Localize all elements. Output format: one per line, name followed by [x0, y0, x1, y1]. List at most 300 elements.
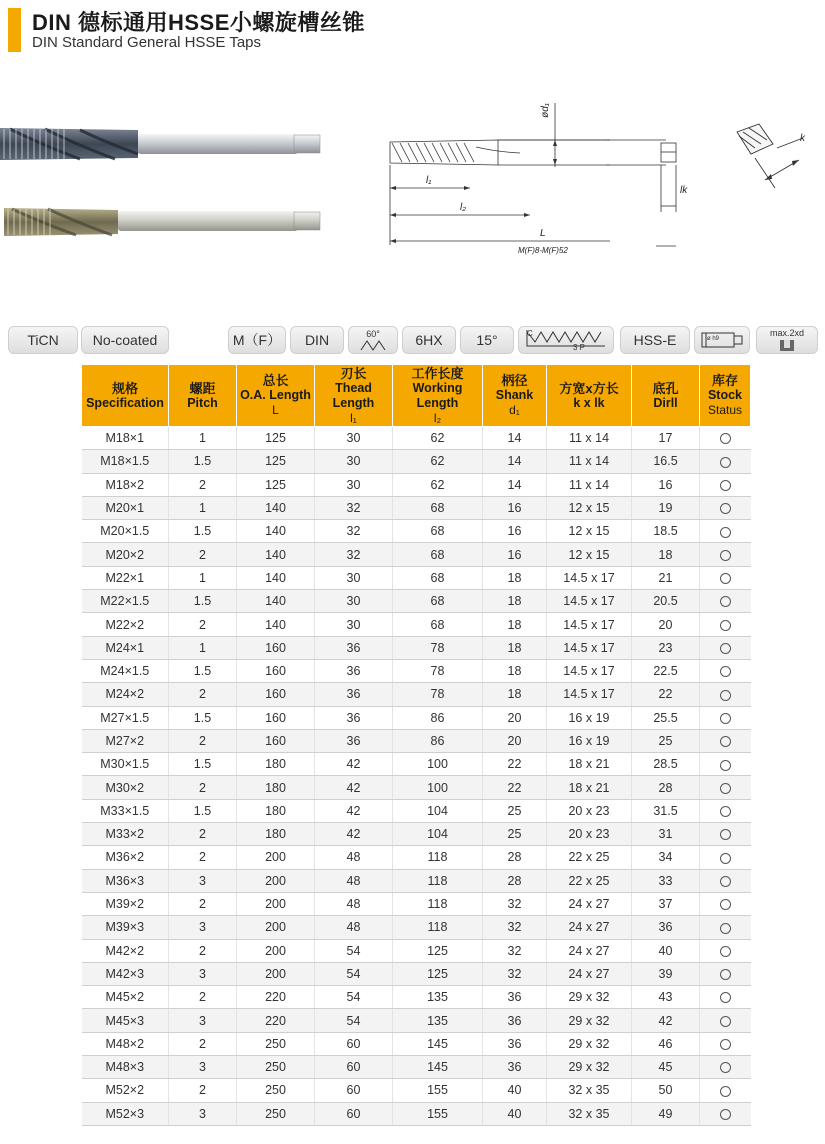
table-cell: 22.5 — [632, 659, 700, 682]
material-badge — [620, 326, 690, 354]
table-cell: 54 — [315, 939, 393, 962]
table-row — [82, 1009, 751, 1032]
table-cell: 20 x 23 — [547, 823, 632, 846]
table-cell: 2 — [169, 823, 237, 846]
column-header-cn: 总长 — [262, 373, 289, 388]
table-cell: M45×3 — [82, 1009, 169, 1032]
table-cell: 200 — [237, 846, 315, 869]
column-header-en: Thead Length — [332, 380, 375, 410]
shank-end-drawing — [606, 100, 716, 260]
table-cell: 40 — [483, 1102, 547, 1125]
table-cell: 68 — [393, 566, 483, 589]
table-cell: 30 — [315, 427, 393, 450]
table-cell: 1 — [169, 566, 237, 589]
table-cell: 40 — [483, 1079, 547, 1102]
table-cell: 12 x 15 — [547, 496, 632, 519]
table-cell: 32 x 35 — [547, 1079, 632, 1102]
table-cell: 68 — [393, 613, 483, 636]
stock-status-circle-icon — [720, 666, 731, 677]
table-cell: 31.5 — [632, 799, 700, 822]
stock-status-circle-icon — [720, 946, 731, 957]
table-row — [82, 566, 751, 589]
stock-status-cell — [700, 729, 751, 752]
table-cell: 18 — [632, 543, 700, 566]
table-cell: 22 x 25 — [547, 846, 632, 869]
page-subtitle: DIN Standard General HSSE Taps — [32, 34, 262, 51]
table-cell: 40 — [632, 939, 700, 962]
table-row — [82, 869, 751, 892]
table-cell: 140 — [237, 613, 315, 636]
table-cell: 2 — [169, 729, 237, 752]
table-cell: 12 x 15 — [547, 543, 632, 566]
table-cell: 60 — [315, 1102, 393, 1125]
stock-status-cell — [700, 986, 751, 1009]
column-header — [632, 365, 700, 427]
table-cell: 125 — [393, 939, 483, 962]
table-cell: 48 — [315, 916, 393, 939]
table-header-row — [82, 365, 751, 427]
column-header-en: O.A. Length — [240, 388, 311, 402]
table-cell: M33×2 — [82, 823, 169, 846]
table-cell: M33×1.5 — [82, 799, 169, 822]
table-cell: M20×2 — [82, 543, 169, 566]
table-cell: M39×3 — [82, 916, 169, 939]
table-row — [82, 962, 751, 985]
table-cell: 250 — [237, 1032, 315, 1055]
table-cell: M20×1.5 — [82, 520, 169, 543]
table-cell: 36 — [315, 729, 393, 752]
table-cell: 250 — [237, 1102, 315, 1125]
table-cell: 32 — [483, 962, 547, 985]
table-row — [82, 659, 751, 682]
stock-status-circle-icon — [720, 620, 731, 631]
stock-status-circle-icon — [720, 573, 731, 584]
table-row — [82, 799, 751, 822]
shank-tolerance-badge — [694, 326, 750, 354]
table-cell: 25 — [632, 729, 700, 752]
table-cell: 200 — [237, 962, 315, 985]
stock-status-circle-icon — [720, 853, 731, 864]
column-header-cn: 柄径 — [501, 373, 528, 388]
table-cell: 1.5 — [169, 753, 237, 776]
table-cell: 48 — [315, 869, 393, 892]
table-cell: 3 — [169, 1056, 237, 1079]
table-cell: 14 — [483, 450, 547, 473]
table-cell: 2 — [169, 986, 237, 1009]
table-cell: M36×2 — [82, 846, 169, 869]
table-cell: 18 — [483, 566, 547, 589]
stock-status-cell — [700, 520, 751, 543]
table-cell: 3 — [169, 1009, 237, 1032]
table-cell: 155 — [393, 1102, 483, 1125]
table-cell: 30 — [315, 473, 393, 496]
label-d1: ød₁ — [539, 103, 551, 118]
table-cell: 22 — [632, 683, 700, 706]
spec-badge-row — [8, 320, 818, 358]
stock-status-cell — [700, 1079, 751, 1102]
table-row — [82, 543, 751, 566]
stock-status-circle-icon — [720, 690, 731, 701]
table-cell: 30 — [315, 613, 393, 636]
table-cell: 25 — [483, 823, 547, 846]
tolerance-badge — [402, 326, 456, 354]
table-cell: 3 — [169, 869, 237, 892]
column-header-cn: 方宽x方长 — [559, 380, 619, 396]
table-cell: 60 — [315, 1056, 393, 1079]
table-row — [82, 916, 751, 939]
table-cell: 32 — [483, 916, 547, 939]
table-cell: M42×3 — [82, 962, 169, 985]
table-cell: 25.5 — [632, 706, 700, 729]
table-cell: M30×1.5 — [82, 753, 169, 776]
column-header-en: Dirll — [653, 395, 678, 410]
table-cell: 200 — [237, 916, 315, 939]
table-cell: 100 — [393, 776, 483, 799]
table-cell: 36 — [483, 1056, 547, 1079]
table-cell: 28 — [483, 869, 547, 892]
label-l1: l₁ — [426, 175, 432, 186]
tolerance-label: 6HX — [415, 332, 443, 348]
table-cell: 16 — [483, 496, 547, 519]
stock-status-circle-icon — [720, 923, 731, 934]
table-row — [82, 939, 751, 962]
chamfer-badge — [518, 326, 614, 354]
stock-status-cell — [700, 613, 751, 636]
table-cell: 17 — [632, 427, 700, 450]
table-cell: 36 — [483, 986, 547, 1009]
table-cell: 32 — [483, 939, 547, 962]
table-cell: 78 — [393, 683, 483, 706]
table-cell: 2 — [169, 939, 237, 962]
stock-status-circle-icon — [720, 527, 731, 538]
stock-status-cell — [700, 753, 751, 776]
table-cell: 24 x 27 — [547, 916, 632, 939]
thread-angle-icon — [360, 339, 386, 351]
table-cell: 20 — [483, 729, 547, 752]
thread-angle-badge — [348, 326, 398, 354]
table-cell: M18×2 — [82, 473, 169, 496]
table-cell: 1.5 — [169, 659, 237, 682]
table-cell: 1.5 — [169, 520, 237, 543]
table-cell: 2 — [169, 776, 237, 799]
dimension-drawing-svg — [380, 95, 610, 260]
table-cell: 220 — [237, 986, 315, 1009]
table-cell: 62 — [393, 450, 483, 473]
table-cell: 30 — [315, 566, 393, 589]
table-cell: 36 — [315, 683, 393, 706]
table-cell: 200 — [237, 892, 315, 915]
table-cell: 155 — [393, 1079, 483, 1102]
table-cell: 21 — [632, 566, 700, 589]
table-row — [82, 520, 751, 543]
stock-status-cell — [700, 590, 751, 613]
table-row — [82, 1079, 751, 1102]
table-cell: 36 — [315, 659, 393, 682]
column-header-cn: 底孔 — [652, 380, 679, 396]
table-cell: 24 x 27 — [547, 892, 632, 915]
table-cell: 68 — [393, 543, 483, 566]
column-header-symbol: d₁ — [509, 403, 520, 417]
column-header-cn: 螺距 — [189, 380, 216, 396]
table-cell: 20 — [483, 706, 547, 729]
table-cell: M20×1 — [82, 496, 169, 519]
table-cell: 14.5 x 17 — [547, 659, 632, 682]
table-row — [82, 986, 751, 1009]
table-cell: 54 — [315, 962, 393, 985]
table-cell: 100 — [393, 753, 483, 776]
column-header — [237, 365, 315, 427]
table-row — [82, 683, 751, 706]
max-depth-label: max.2xd — [769, 328, 804, 338]
stock-status-cell — [700, 659, 751, 682]
svg-text:C: C — [527, 329, 533, 338]
table-cell: 140 — [237, 590, 315, 613]
standard-label: DIN — [304, 332, 330, 348]
column-header-en: Specification — [86, 395, 164, 410]
coating-label: TiCN — [27, 332, 59, 348]
stock-status-cell — [700, 1102, 751, 1125]
table-row — [82, 427, 751, 450]
table-cell: 16 x 19 — [547, 729, 632, 752]
title-accent-bar — [8, 8, 21, 52]
table-cell: 20 — [632, 613, 700, 636]
column-header — [169, 365, 237, 427]
table-cell: 180 — [237, 776, 315, 799]
label-lk: lk — [680, 185, 688, 196]
table-cell: M27×2 — [82, 729, 169, 752]
label-L: L — [540, 228, 546, 239]
table-cell: 36 — [483, 1032, 547, 1055]
table-cell: 125 — [237, 473, 315, 496]
table-cell: 14.5 x 17 — [547, 613, 632, 636]
table-cell: 39 — [632, 962, 700, 985]
table-cell: 62 — [393, 427, 483, 450]
table-cell: 36 — [483, 1009, 547, 1032]
stock-status-cell — [700, 1032, 751, 1055]
chamfer-icon — [523, 328, 609, 352]
table-cell: 36 — [632, 916, 700, 939]
table-cell: 1 — [169, 496, 237, 519]
table-cell: 2 — [169, 1079, 237, 1102]
table-cell: 32 — [483, 892, 547, 915]
table-cell: 18 — [483, 683, 547, 706]
column-header-cn: 刃长 — [340, 365, 367, 381]
stock-status-cell — [700, 1009, 751, 1032]
table-cell: 50 — [632, 1079, 700, 1102]
table-cell: 25 — [483, 799, 547, 822]
stock-status-cell — [700, 636, 751, 659]
lower-tap-image — [4, 208, 320, 236]
table-cell: 125 — [237, 427, 315, 450]
table-cell: 18 — [483, 613, 547, 636]
table-cell: 140 — [237, 543, 315, 566]
table-cell: 2 — [169, 1032, 237, 1055]
table-cell: 16.5 — [632, 450, 700, 473]
table-cell: 14.5 x 17 — [547, 683, 632, 706]
upper-tap-image — [0, 128, 320, 160]
table-cell: 220 — [237, 1009, 315, 1032]
stock-status-cell — [700, 450, 751, 473]
stock-status-cell — [700, 776, 751, 799]
table-cell: 45 — [632, 1056, 700, 1079]
table-row — [82, 496, 751, 519]
table-cell: 60 — [315, 1032, 393, 1055]
table-cell: 11 x 14 — [547, 450, 632, 473]
table-cell: 68 — [393, 520, 483, 543]
table-cell: 118 — [393, 916, 483, 939]
stock-status-cell — [700, 892, 751, 915]
table-cell: 24 x 27 — [547, 962, 632, 985]
table-cell: 2 — [169, 543, 237, 566]
table-cell: 16 x 19 — [547, 706, 632, 729]
table-cell: 28 — [632, 776, 700, 799]
table-cell: 22 x 25 — [547, 869, 632, 892]
table-cell: 20.5 — [632, 590, 700, 613]
column-header-cn: 工作长度 — [411, 365, 464, 381]
table-cell: 104 — [393, 799, 483, 822]
surface-badge — [81, 326, 169, 354]
stock-status-cell — [700, 939, 751, 962]
stock-status-circle-icon — [720, 992, 731, 1003]
helix-angle-badge — [460, 326, 514, 354]
column-header-en: Shank — [495, 388, 534, 402]
table-cell: 24 x 27 — [547, 939, 632, 962]
stock-status-circle-icon — [720, 1016, 731, 1027]
table-cell: 28.5 — [632, 753, 700, 776]
table-cell: 60 — [315, 1079, 393, 1102]
table-cell: 14.5 x 17 — [547, 590, 632, 613]
square-end-view-drawing — [725, 118, 815, 198]
table-cell: 2 — [169, 683, 237, 706]
table-cell: 145 — [393, 1056, 483, 1079]
table-cell: 1 — [169, 636, 237, 659]
column-header-cn: 规格 — [111, 380, 138, 396]
table-cell: 33 — [632, 869, 700, 892]
table-cell: 3 — [169, 962, 237, 985]
stock-status-cell — [700, 543, 751, 566]
table-cell: 200 — [237, 869, 315, 892]
table-cell: 54 — [315, 1009, 393, 1032]
surface-label: No-coated — [92, 332, 158, 348]
stock-status-circle-icon — [720, 643, 731, 654]
table-cell: 16 — [483, 543, 547, 566]
table-cell: 34 — [632, 846, 700, 869]
table-cell: 22 — [483, 776, 547, 799]
table-cell: 29 x 32 — [547, 1056, 632, 1079]
stock-status-circle-icon — [720, 783, 731, 794]
column-header — [82, 365, 169, 427]
table-row — [82, 473, 751, 496]
table-cell: 23 — [632, 636, 700, 659]
table-cell: 118 — [393, 869, 483, 892]
stock-status-cell — [700, 799, 751, 822]
stock-status-circle-icon — [720, 829, 731, 840]
table-row — [82, 1032, 751, 1055]
table-cell: 14 — [483, 427, 547, 450]
shank-tolerance-label: ø h9 — [707, 336, 720, 342]
tap-dimension-drawing — [380, 95, 610, 260]
table-cell: 18 x 21 — [547, 753, 632, 776]
column-header-symbol: l₂ — [433, 410, 442, 425]
stock-status-cell — [700, 916, 751, 939]
column-header-symbol: L — [272, 403, 279, 417]
table-row — [82, 729, 751, 752]
stock-status-cell — [700, 473, 751, 496]
table-cell: M22×2 — [82, 613, 169, 636]
stock-status-circle-icon — [720, 550, 731, 561]
table-cell: 22 — [483, 753, 547, 776]
thread-type-label: M（F） — [232, 332, 282, 348]
table-cell: 145 — [393, 1032, 483, 1055]
table-cell: 104 — [393, 823, 483, 846]
table-cell: 36 — [315, 706, 393, 729]
column-header — [547, 365, 632, 427]
stock-status-circle-icon — [720, 806, 731, 817]
column-header — [700, 365, 751, 427]
stock-status-cell — [700, 869, 751, 892]
table-cell: M22×1.5 — [82, 590, 169, 613]
table-cell: M18×1.5 — [82, 450, 169, 473]
stock-status-cell — [700, 846, 751, 869]
blind-hole-icon — [779, 339, 795, 352]
table-cell: 29 x 32 — [547, 1009, 632, 1032]
table-cell: 62 — [393, 473, 483, 496]
table-row — [82, 706, 751, 729]
label-k: k — [800, 133, 805, 144]
table-cell: 180 — [237, 823, 315, 846]
table-cell: 18 — [483, 659, 547, 682]
table-cell: 3 — [169, 1102, 237, 1125]
stock-status-cell — [700, 496, 751, 519]
table-cell: 2 — [169, 892, 237, 915]
stock-status-circle-icon — [720, 596, 731, 607]
table-cell: 2 — [169, 613, 237, 636]
table-cell: M48×2 — [82, 1032, 169, 1055]
stock-status-circle-icon — [720, 503, 731, 514]
table-cell: 125 — [393, 962, 483, 985]
table-cell: 86 — [393, 706, 483, 729]
table-cell: 78 — [393, 659, 483, 682]
stock-status-circle-icon — [720, 876, 731, 887]
stock-status-cell — [700, 823, 751, 846]
table-cell: 30 — [315, 590, 393, 613]
table-cell: 160 — [237, 636, 315, 659]
table-cell: 19 — [632, 496, 700, 519]
column-header-en: k x lk — [573, 395, 605, 410]
table-cell: 140 — [237, 566, 315, 589]
table-cell: 68 — [393, 496, 483, 519]
shank-tolerance-icon — [698, 329, 746, 351]
table-row — [82, 590, 751, 613]
stock-status-cell — [700, 1056, 751, 1079]
table-cell: 125 — [237, 450, 315, 473]
column-header-symbol: Status — [707, 403, 743, 417]
table-cell: M52×2 — [82, 1079, 169, 1102]
table-row — [82, 450, 751, 473]
table-cell: M36×3 — [82, 869, 169, 892]
table-cell: 200 — [237, 939, 315, 962]
column-header-en: Pitch — [187, 395, 218, 410]
stock-status-circle-icon — [720, 1086, 731, 1097]
table-row — [82, 1056, 751, 1079]
table-cell: 29 x 32 — [547, 986, 632, 1009]
table-cell: 1.5 — [169, 706, 237, 729]
thread-type-badge — [228, 326, 286, 354]
table-cell: 135 — [393, 1009, 483, 1032]
table-row — [82, 892, 751, 915]
table-cell: 48 — [315, 892, 393, 915]
table-cell: 30 — [315, 450, 393, 473]
